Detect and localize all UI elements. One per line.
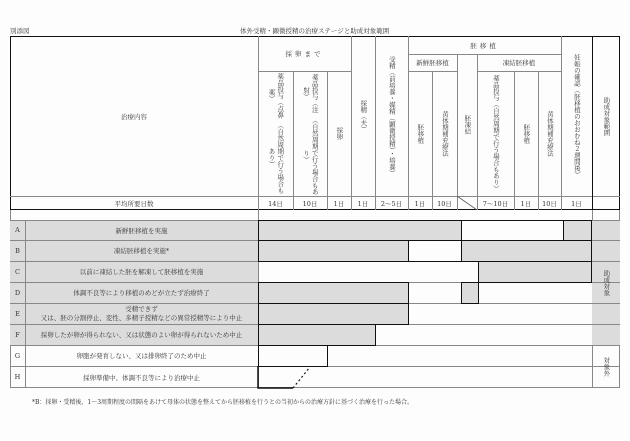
stage-bar-h: [257, 366, 317, 390]
days-value: 14日: [268, 199, 283, 208]
row-id: D: [14, 288, 21, 297]
scope-covered: 助成対象: [602, 269, 611, 296]
column-note: （胚移植のおおむね２週間後）: [572, 86, 581, 178]
scope-not-covered: 対象外: [602, 356, 611, 377]
row-text: 採卵準備中、体調不良等により治療中止: [83, 373, 200, 382]
row-text: 体調不良等により移植のめどが立たず治療終了: [73, 289, 210, 297]
avg-days-label: 平均所要日数: [114, 199, 154, 208]
days-value: 1日: [333, 199, 345, 208]
row-text: 卵胞が発育しない、又は排卵終了のため中止: [76, 352, 207, 360]
stage-bar-f: [258, 324, 376, 346]
diagonal-slash: [457, 196, 477, 210]
column-header: [477, 71, 514, 196]
row-id: C: [15, 267, 20, 276]
stage-bar-a-retrieval-to-transfer: [258, 220, 462, 241]
column-header: [514, 71, 538, 196]
stage-bar-a-luteal: [461, 220, 564, 241]
days-value: 1日: [520, 199, 532, 208]
row-id: A: [15, 226, 20, 234]
column-label: 妊娠の確認: [572, 54, 581, 87]
days-value: 10日: [542, 199, 557, 208]
stage-bar-a-pregnancy-check: [563, 220, 592, 241]
column-label: 採卵: [335, 127, 344, 140]
column-header: [408, 71, 432, 196]
row-text: 新鮮胚移植を実施: [115, 226, 168, 235]
column-label: 胚凍結: [463, 115, 472, 135]
group-fresh-transfer: 新鮮胚移植: [416, 59, 449, 67]
row-text: 又は、胚の分割停止、変性、多精子授精などの異常授精等により中止: [40, 313, 243, 322]
stage-bar-d-retrieval: [258, 282, 409, 304]
column-header: [258, 71, 293, 196]
column-label: 薬品投与（点鼻薬）: [267, 72, 285, 119]
column-note: （自然周期で行う場合もあり）: [491, 101, 500, 192]
row-text: 凍結胚移植を実施*: [113, 247, 170, 255]
footnote: *B：採卵・受精後、1〜3周期程度の間隔をあけて母体の状態を整えてから胚移植を行うとの当初からの治療方針に基づく治療を行った場合。: [32, 399, 414, 406]
stage-bar-c-frozen-transfer: [478, 261, 592, 283]
column-label: 薬品投与（注射）: [302, 74, 319, 114]
column-header: [457, 54, 477, 196]
column-label: 胚移植: [522, 123, 531, 144]
group-until-retrieval: 採卵まで: [285, 50, 324, 58]
row-id: H: [14, 373, 21, 381]
row-id: E: [15, 309, 20, 318]
row-text: 採卵したが卵が得られない、又は状態のよい卵が得られないため中止: [40, 331, 243, 339]
column-label: 助成対象範囲: [602, 96, 611, 136]
column-header: [432, 71, 457, 196]
stage-bar-b-retrieval: [258, 240, 409, 262]
row-id: G: [14, 351, 21, 360]
column-note: （自然周期で行う場合もあり）: [302, 117, 319, 196]
row-text-multiline: [25, 303, 258, 324]
page-title: 体外受精・顕微授精の治療ステージと助成対象範囲: [240, 27, 390, 35]
row-id: F: [15, 330, 20, 339]
column-header: [351, 36, 375, 196]
column-note: （前培養・媒精（顕微授精）・培養）: [387, 68, 396, 177]
stage-bar-g: [258, 345, 328, 367]
column-label: 黄体期補充療法: [440, 110, 449, 157]
days-value: 10日: [437, 199, 452, 208]
group-frozen-transfer: 凍結胚移植: [502, 59, 536, 67]
column-header: [375, 36, 408, 196]
stage-bar-d-freeze: [461, 282, 479, 304]
row-text: 以前に凍結した胚を解凍して胚移植を実施: [79, 268, 204, 276]
treatment-header: 治療内容: [121, 112, 147, 121]
days-value: 1日: [571, 199, 582, 208]
column-header: [327, 71, 351, 196]
column-label: 薬品投与: [491, 75, 500, 101]
days-value: 1日: [357, 199, 369, 208]
row-id: B: [15, 246, 20, 255]
stage-bar-b-gap: [408, 240, 462, 262]
stage-bar-b-frozen-transfer: [461, 240, 592, 262]
attachment-label: 別添図: [10, 27, 30, 35]
days-value: 10日: [302, 199, 318, 208]
column-header: [561, 36, 592, 196]
column-label: 胚移植: [416, 123, 425, 144]
days-value: 1日: [414, 199, 426, 208]
column-header: [293, 71, 327, 196]
row-text: 受精できず: [125, 305, 158, 314]
column-header: [538, 71, 561, 196]
column-note: （自然周期で行う場合もあり）: [267, 122, 285, 194]
days-value: 2〜5日: [380, 199, 403, 208]
column-label: 採精（夫）: [359, 99, 368, 133]
column-label: 受精: [387, 55, 396, 69]
column-header: [592, 36, 620, 196]
group-embryo-transfer: 胚移植: [470, 41, 499, 50]
stage-bar-e: [258, 303, 409, 325]
days-value: 7〜10日: [482, 199, 509, 208]
column-label: 黄体期補充療法: [545, 110, 554, 157]
